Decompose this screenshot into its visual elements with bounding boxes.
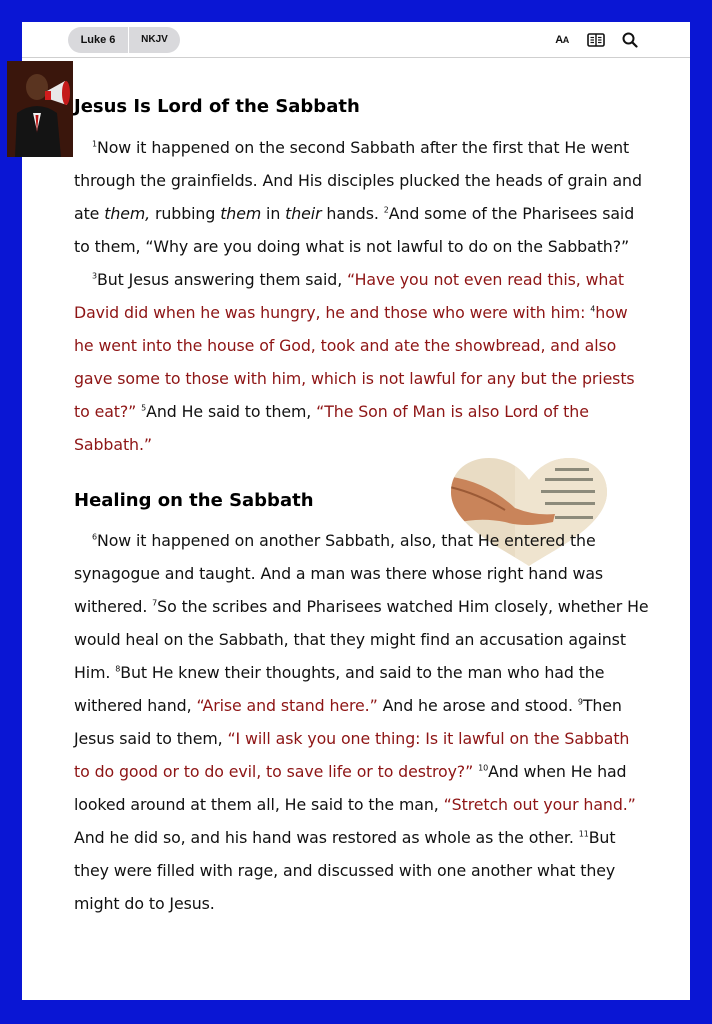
words-of-christ: how he went into the house of God, took and ate the showbread, and also gave some to those with him, which is not lawful for any but the priests to eat?” [74,303,635,421]
paragraph [74,131,649,263]
verse-text: And he arose and stood. [377,696,578,715]
verse-text: And he did so, and his hand was restored as whole as the other. [74,828,579,847]
italic-word: their [285,204,322,223]
verse-text: Then Jesus said to them, [74,696,622,748]
verse-number[interactable]: 9 [577,697,583,707]
words-of-christ: “I will ask you one thing: Is it lawful on the Sabbath to do good or to do evil, to save life or to destroy?” [74,729,630,781]
verse-text: Now it happened on another Sabbath, also, that He entered the synagogue and taught. And a man was there whose right hand was withered. [74,531,604,616]
italic-word: them [220,204,262,223]
font-size-icon-letter-small: A [562,35,569,45]
chapter-version-selector [68,27,180,53]
verse-text: But Jesus answering them said, [97,270,348,289]
section-heading: Healing on the Sabbath [74,490,314,511]
reader-page [22,22,690,1000]
words-of-christ: “Stretch out your hand.” [443,795,636,814]
search-icon[interactable] [620,30,640,50]
paragraph [74,524,649,920]
verse-text: But He knew their thoughts, and said to the man who had the withered hand, [74,663,605,715]
speaker-megaphone-image [7,61,73,157]
verse-text: And when He had looked around at them all, He said to the man, [74,762,627,814]
verse-text: And He said to them, [146,402,317,421]
toolbar-tools [552,30,640,50]
italic-word: them, [104,204,151,223]
book-reader-icon[interactable] [586,30,606,50]
verse-number[interactable]: 11 [578,829,589,839]
reader-toolbar [22,22,690,58]
verse-text: So the scribes and Pharisees watched Him closely, whether He would heal on the Sabbath, that they might find an accusation against Him. [74,597,649,682]
verse-text: And some of the Pharisees said to them, “Why are you doing what is not lawful to do on the Sabbath?” [74,204,635,256]
words-of-christ: “Arise and stand here.” [196,696,378,715]
verse-number[interactable]: 2 [383,205,389,215]
chapter-selector-button[interactable]: Luke 6 [80,34,116,46]
verse-text: But they were filled with rage, and discussed with one another what they might do to Jesus. [74,828,616,913]
verse-text: hands. [321,204,384,223]
verse-number[interactable]: 8 [115,664,121,674]
version-selector-button[interactable]: NKJV [141,34,168,45]
verse-number[interactable]: 3 [92,271,97,281]
verse-number[interactable]: 7 [152,598,158,608]
words-of-christ: “The Son of Man is also Lord of the Sabbath.” [74,402,589,454]
verse-text: Now it happened on the second Sabbath after the first that He went through the grainfields. And His disciples plucked the heads of grain and ate [74,138,642,223]
verse-number[interactable]: 10 [478,763,489,773]
verse-number[interactable]: 1 [92,139,97,149]
font-size-icon-letter-large: A [555,34,563,46]
section-heading: Jesus Is Lord of the Sabbath [74,96,360,117]
words-of-christ: “Have you not even read this, what David did when he was hungry, he and those who were with him: [74,270,625,322]
verse-number[interactable]: 5 [141,403,147,413]
font-size-icon[interactable] [552,30,572,50]
paragraph [74,263,649,461]
verse-number[interactable]: 6 [92,532,97,542]
chapter-content [74,82,649,920]
verse-text: in [261,204,286,223]
verse-number[interactable]: 4 [590,304,596,314]
verse-text: rubbing [150,204,221,223]
